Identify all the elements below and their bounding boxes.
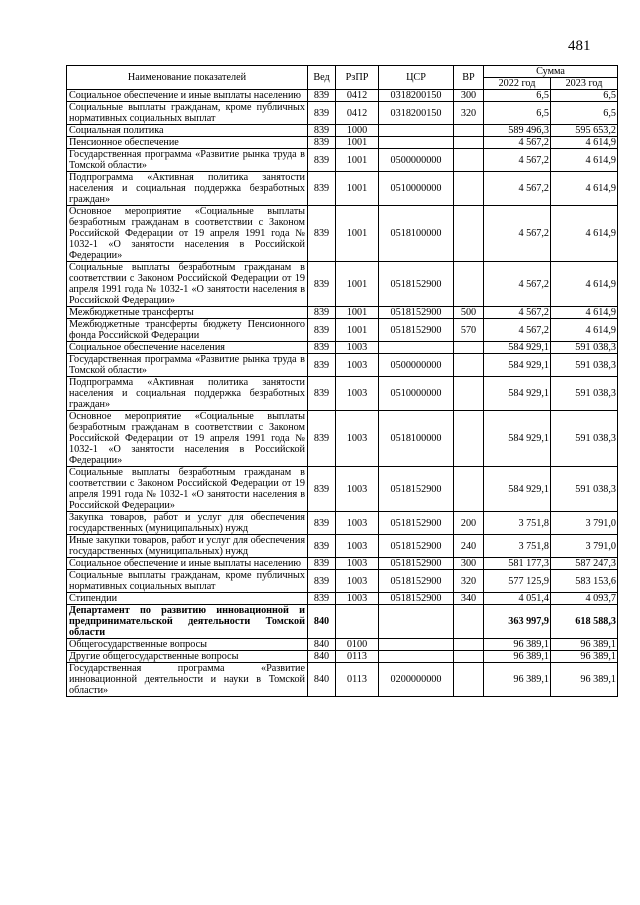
- cell-rzpr: 0100: [336, 639, 379, 651]
- cell-ved: 839: [308, 90, 336, 102]
- cell-csr: 0518152900: [379, 593, 454, 605]
- cell-name: Социальное обеспечение и иные выплаты населению: [67, 90, 308, 102]
- cell-name: Социальное обеспечение и иные выплаты населению: [67, 558, 308, 570]
- cell-csr: [379, 125, 454, 137]
- header-2022: 2022 год: [484, 78, 551, 90]
- cell-csr: 0518152900: [379, 307, 454, 319]
- cell-rzpr: 0412: [336, 102, 379, 125]
- cell-rzpr: 1003: [336, 512, 379, 535]
- cell-2023: 591 038,3: [551, 377, 618, 411]
- cell-name: Государственная программа «Развитие рынка труда в Томской области»: [67, 354, 308, 377]
- cell-vr: 340: [454, 593, 484, 605]
- cell-ved: 839: [308, 535, 336, 558]
- cell-2023: 4 614,9: [551, 172, 618, 206]
- cell-2022: 6,5: [484, 90, 551, 102]
- cell-2023: 587 247,3: [551, 558, 618, 570]
- cell-csr: 0518152900: [379, 570, 454, 593]
- cell-2023: 4 614,9: [551, 319, 618, 342]
- cell-2023: 583 153,6: [551, 570, 618, 593]
- cell-ved: 839: [308, 593, 336, 605]
- table-row: [67, 206, 618, 262]
- cell-2022: 4 567,2: [484, 206, 551, 262]
- cell-2023: 591 038,3: [551, 342, 618, 354]
- cell-2022: 363 997,9: [484, 605, 551, 639]
- header-name: Наименование показателей: [67, 66, 308, 90]
- cell-name: Государственная программа «Развитие инновационной деятельности и науки в Томской области»: [67, 663, 308, 697]
- cell-2023: 591 038,3: [551, 354, 618, 377]
- cell-2023: 4 614,9: [551, 206, 618, 262]
- cell-csr: 0510000000: [379, 172, 454, 206]
- cell-vr: 300: [454, 90, 484, 102]
- table-row: [67, 377, 618, 411]
- cell-2022: 96 389,1: [484, 651, 551, 663]
- table-row: [67, 663, 618, 697]
- cell-name: Социальная политика: [67, 125, 308, 137]
- cell-vr: [454, 354, 484, 377]
- table-row: [67, 125, 618, 137]
- cell-csr: 0518152900: [379, 512, 454, 535]
- cell-rzpr: 1003: [336, 558, 379, 570]
- cell-name: Общегосударственные вопросы: [67, 639, 308, 651]
- cell-2022: 577 125,9: [484, 570, 551, 593]
- cell-csr: 0518152900: [379, 558, 454, 570]
- cell-ved: 839: [308, 137, 336, 149]
- cell-2022: 4 567,2: [484, 137, 551, 149]
- cell-2023: 618 588,3: [551, 605, 618, 639]
- cell-vr: [454, 149, 484, 172]
- cell-rzpr: 1001: [336, 172, 379, 206]
- cell-csr: 0518100000: [379, 206, 454, 262]
- cell-csr: 0518152900: [379, 467, 454, 512]
- cell-name: Иные закупки товаров, работ и услуг для обеспечения государственных (муниципальных) нужд: [67, 535, 308, 558]
- cell-ved: 839: [308, 149, 336, 172]
- cell-name: Социальные выплаты безработным гражданам в соответствии с Законом Российской Федерации от 19 апреля 1991 года № 1032-1 «О занятости населения в Российской Федерации»: [67, 262, 308, 307]
- cell-rzpr: [336, 605, 379, 639]
- header-ved: Вед: [308, 66, 336, 90]
- table-row: [67, 90, 618, 102]
- cell-vr: 320: [454, 570, 484, 593]
- cell-vr: [454, 467, 484, 512]
- cell-rzpr: 1000: [336, 125, 379, 137]
- cell-vr: 300: [454, 558, 484, 570]
- cell-2023: 4 614,9: [551, 307, 618, 319]
- cell-name: Подпрограмма «Активная политика занятости населения и социальная поддержка безработных граждан»: [67, 377, 308, 411]
- cell-2022: 96 389,1: [484, 639, 551, 651]
- cell-ved: 839: [308, 377, 336, 411]
- cell-2023: 96 389,1: [551, 651, 618, 663]
- cell-csr: [379, 605, 454, 639]
- cell-ved: 840: [308, 605, 336, 639]
- table-row: [67, 558, 618, 570]
- cell-ved: 839: [308, 467, 336, 512]
- cell-2022: 3 751,8: [484, 535, 551, 558]
- cell-vr: 240: [454, 535, 484, 558]
- cell-vr: [454, 342, 484, 354]
- table-row: [67, 467, 618, 512]
- cell-vr: [454, 172, 484, 206]
- cell-2022: 584 929,1: [484, 354, 551, 377]
- cell-vr: [454, 605, 484, 639]
- table-row: [67, 102, 618, 125]
- cell-name: Межбюджетные трансферты: [67, 307, 308, 319]
- cell-2023: 96 389,1: [551, 639, 618, 651]
- cell-rzpr: 1003: [336, 535, 379, 558]
- cell-ved: 839: [308, 319, 336, 342]
- table-row: [67, 137, 618, 149]
- cell-ved: 840: [308, 663, 336, 697]
- table-row: [67, 262, 618, 307]
- cell-name: Пенсионное обеспечение: [67, 137, 308, 149]
- cell-name: Социальное обеспечение населения: [67, 342, 308, 354]
- cell-2023: 4 614,9: [551, 262, 618, 307]
- cell-2022: 584 929,1: [484, 342, 551, 354]
- cell-ved: 839: [308, 125, 336, 137]
- cell-csr: [379, 137, 454, 149]
- table-row: [67, 307, 618, 319]
- cell-csr: 0318200150: [379, 102, 454, 125]
- header-rzpr: РзПР: [336, 66, 379, 90]
- cell-vr: [454, 206, 484, 262]
- cell-2023: 6,5: [551, 102, 618, 125]
- cell-csr: [379, 342, 454, 354]
- cell-name: Закупка товаров, работ и услуг для обеспечения государственных (муниципальных) нужд: [67, 512, 308, 535]
- cell-ved: 839: [308, 307, 336, 319]
- cell-csr: 0510000000: [379, 377, 454, 411]
- cell-csr: 0200000000: [379, 663, 454, 697]
- cell-2023: 3 791,0: [551, 512, 618, 535]
- cell-rzpr: 1003: [336, 593, 379, 605]
- cell-rzpr: 1001: [336, 206, 379, 262]
- cell-name: Социальные выплаты безработным гражданам в соответствии с Законом Российской Федерации от 19 апреля 1991 года № 1032-1 «О занятости населения в Российской Федерации»: [67, 467, 308, 512]
- cell-ved: 839: [308, 354, 336, 377]
- cell-rzpr: 1001: [336, 319, 379, 342]
- cell-2022: 3 751,8: [484, 512, 551, 535]
- table-row: [67, 319, 618, 342]
- header-sum: Сумма: [484, 66, 618, 78]
- table-row: [67, 149, 618, 172]
- cell-2022: 4 567,2: [484, 172, 551, 206]
- cell-vr: [454, 651, 484, 663]
- cell-vr: 500: [454, 307, 484, 319]
- cell-2023: 6,5: [551, 90, 618, 102]
- cell-2023: 4 614,9: [551, 149, 618, 172]
- cell-vr: [454, 137, 484, 149]
- table-row: [67, 605, 618, 639]
- cell-name: Социальные выплаты гражданам, кроме публичных нормативных социальных выплат: [67, 102, 308, 125]
- cell-rzpr: 1003: [336, 570, 379, 593]
- cell-ved: 839: [308, 206, 336, 262]
- page-number: 481: [568, 38, 591, 54]
- cell-2022: 6,5: [484, 102, 551, 125]
- cell-name: Основное мероприятие «Социальные выплаты безработным гражданам в соответствии с Законом Российской Федерации от 19 апреля 1991 года № 1032-1 «О занятости населения в Российской Федерации»: [67, 206, 308, 262]
- cell-csr: 0500000000: [379, 354, 454, 377]
- header-vr: ВР: [454, 66, 484, 90]
- cell-2022: 4 567,2: [484, 149, 551, 172]
- cell-rzpr: 1003: [336, 467, 379, 512]
- table-row: [67, 172, 618, 206]
- table-row: [67, 411, 618, 467]
- cell-rzpr: 1001: [336, 149, 379, 172]
- cell-ved: 839: [308, 558, 336, 570]
- table-row: [67, 354, 618, 377]
- cell-2023: 4 093,7: [551, 593, 618, 605]
- table-row: [67, 593, 618, 605]
- cell-2022: 96 389,1: [484, 663, 551, 697]
- cell-ved: 839: [308, 411, 336, 467]
- cell-csr: 0518100000: [379, 411, 454, 467]
- cell-csr: 0518152900: [379, 319, 454, 342]
- cell-vr: [454, 411, 484, 467]
- cell-2023: 96 389,1: [551, 663, 618, 697]
- cell-csr: 0318200150: [379, 90, 454, 102]
- cell-csr: 0518152900: [379, 262, 454, 307]
- cell-name: Департамент по развитию инновационной и предпринимательской деятельности Томской области: [67, 605, 308, 639]
- cell-ved: 840: [308, 639, 336, 651]
- cell-rzpr: 1003: [336, 411, 379, 467]
- cell-ved: 840: [308, 651, 336, 663]
- cell-csr: 0500000000: [379, 149, 454, 172]
- cell-2023: 591 038,3: [551, 467, 618, 512]
- cell-2022: 4 567,2: [484, 307, 551, 319]
- table-row: [67, 639, 618, 651]
- cell-name: Подпрограмма «Активная политика занятости населения и социальная поддержка безработных граждан»: [67, 172, 308, 206]
- cell-2022: 4 051,4: [484, 593, 551, 605]
- cell-rzpr: 1003: [336, 377, 379, 411]
- cell-2022: 4 567,2: [484, 262, 551, 307]
- cell-vr: 570: [454, 319, 484, 342]
- cell-rzpr: 1001: [336, 262, 379, 307]
- cell-vr: [454, 262, 484, 307]
- cell-rzpr: 1001: [336, 307, 379, 319]
- cell-ved: 839: [308, 102, 336, 125]
- cell-rzpr: 0113: [336, 663, 379, 697]
- cell-rzpr: 0412: [336, 90, 379, 102]
- cell-vr: [454, 377, 484, 411]
- cell-name: Социальные выплаты гражданам, кроме публичных нормативных социальных выплат: [67, 570, 308, 593]
- cell-ved: 839: [308, 342, 336, 354]
- cell-name: Основное мероприятие «Социальные выплаты безработным гражданам в соответствии с Законом Российской Федерации от 19 апреля 1991 года № 1032-1 «О занятости населения в Российской Федерации»: [67, 411, 308, 467]
- cell-2022: 4 567,2: [484, 319, 551, 342]
- header-2023: 2023 год: [551, 78, 618, 90]
- cell-csr: 0518152900: [379, 535, 454, 558]
- cell-vr: 200: [454, 512, 484, 535]
- cell-2023: 591 038,3: [551, 411, 618, 467]
- cell-name: Государственная программа «Развитие рынка труда в Томской области»: [67, 149, 308, 172]
- budget-table: [66, 65, 618, 697]
- table-row: [67, 342, 618, 354]
- cell-name: Стипендии: [67, 593, 308, 605]
- cell-2022: 584 929,1: [484, 377, 551, 411]
- cell-name: Другие общегосударственные вопросы: [67, 651, 308, 663]
- table-row: [67, 512, 618, 535]
- cell-csr: [379, 651, 454, 663]
- cell-2022: 584 929,1: [484, 411, 551, 467]
- table-row: [67, 651, 618, 663]
- cell-csr: [379, 639, 454, 651]
- cell-rzpr: 1001: [336, 137, 379, 149]
- cell-vr: [454, 125, 484, 137]
- cell-2023: 595 653,2: [551, 125, 618, 137]
- cell-rzpr: 1003: [336, 342, 379, 354]
- cell-2022: 584 929,1: [484, 467, 551, 512]
- cell-rzpr: 0113: [336, 651, 379, 663]
- cell-ved: 839: [308, 172, 336, 206]
- table-row: [67, 535, 618, 558]
- cell-ved: 839: [308, 512, 336, 535]
- table-body: [67, 90, 618, 697]
- cell-name: Межбюджетные трансферты бюджету Пенсионного фонда Российской Федерации: [67, 319, 308, 342]
- cell-vr: 320: [454, 102, 484, 125]
- header-csr: ЦСР: [379, 66, 454, 90]
- cell-vr: [454, 639, 484, 651]
- cell-2023: 4 614,9: [551, 137, 618, 149]
- cell-rzpr: 1003: [336, 354, 379, 377]
- table-row: [67, 570, 618, 593]
- cell-2022: 589 496,3: [484, 125, 551, 137]
- cell-2023: 3 791,0: [551, 535, 618, 558]
- cell-ved: 839: [308, 262, 336, 307]
- cell-vr: [454, 663, 484, 697]
- cell-2022: 581 177,3: [484, 558, 551, 570]
- cell-ved: 839: [308, 570, 336, 593]
